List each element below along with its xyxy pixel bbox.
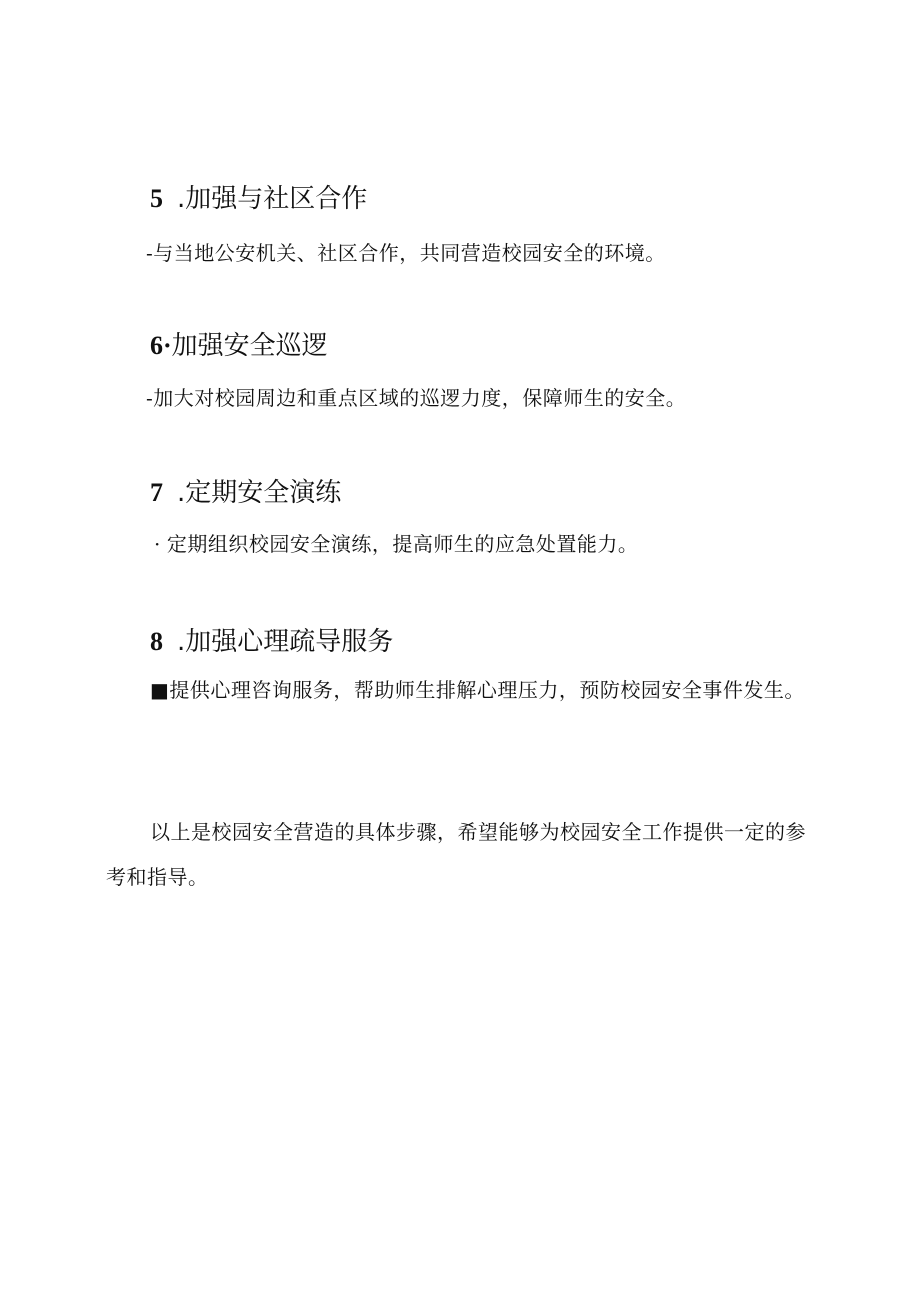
section-8-bullet: ■ <box>150 678 170 702</box>
section-8-paragraph <box>106 668 806 713</box>
section-7-heading <box>150 472 341 509</box>
section-8-number: 8 <box>150 627 163 656</box>
conclusion-paragraph: 以上是校园安全营造的具体步骤，希望能够为校园安全工作提供一定的参考和指导。 <box>106 820 806 889</box>
section-5-heading <box>150 178 367 215</box>
section-5-text: 与当地公安机关、社区合作，共同营造校园安全的环境。 <box>153 241 666 265</box>
section-5-number: 5 <box>150 184 163 213</box>
section-7-bullet: · <box>154 532 161 556</box>
section-8-title: .加强心理疏导服务 <box>177 627 394 657</box>
section-5-title: .加强与社区合作 <box>177 184 368 214</box>
section-6-number: 6· <box>150 331 172 360</box>
section-6-title: 加强安全巡逻 <box>171 331 328 361</box>
section-8-heading <box>150 621 393 658</box>
section-7-number: 7 <box>150 478 163 507</box>
section-7-title: .定期安全演练 <box>177 478 342 508</box>
section-6-item <box>146 382 686 411</box>
section-7-text: 定期组织校园安全演练，提高师生的应急处置能力。 <box>166 532 639 556</box>
section-7-item <box>154 528 638 557</box>
section-5-bullet: - <box>146 241 154 265</box>
section-6-text: 加大对校园周边和重点区域的巡逻力度，保障师生的安全。 <box>153 386 687 410</box>
section-8-text: 提供心理咨询服务，帮助师生排解心理压力，预防校园安全事件发生。 <box>169 678 805 702</box>
section-5-item <box>146 237 666 266</box>
section-6-heading <box>150 325 328 362</box>
section-6-bullet: - <box>146 386 154 410</box>
